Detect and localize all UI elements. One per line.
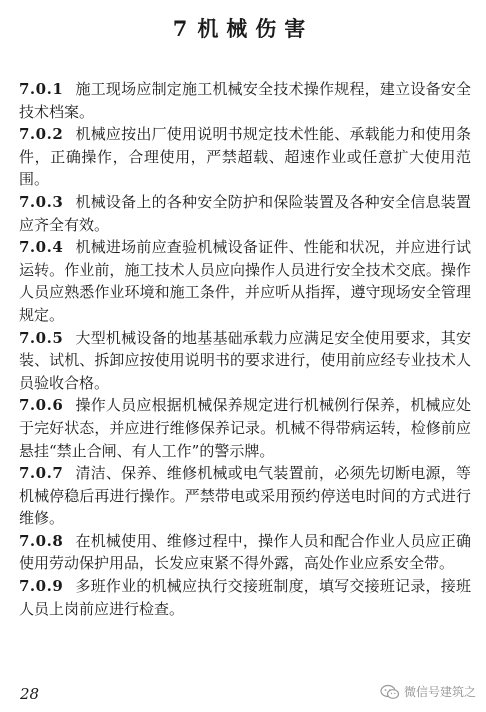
wechat-icon xyxy=(380,684,400,700)
clause-number: 7.0.1 xyxy=(19,80,64,98)
clause-text: 清洁、保养、维修机械或电气装置前，必须先切断电源，等机械停稳后再进行操作。严禁带电或采用预约停送电时间的方式进行维修。 xyxy=(19,464,471,528)
clause-text: 操作人员应根据机械保养规定进行机械例行保养，机械应处于完好状态，并应进行维修保养记录。机械不得带病运转，检修前应悬挂“禁止合闸、有人工作”的警示牌。 xyxy=(19,396,471,460)
clause-text: 机械应按出厂使用说明书规定技术性能、承载能力和使用条件，正确操作，合理使用，严禁超载、超速作业或任意扩大使用范围。 xyxy=(19,125,471,189)
clause-7-0-4 xyxy=(19,236,471,326)
clause-7-0-9 xyxy=(19,575,471,620)
clause-text: 在机械使用、维修过程中，操作人员和配合作业人员应正确使用劳动保护用品，长发应束紧不得外露，高处作业应系安全带。 xyxy=(19,531,471,573)
watermark-text: 微信号建筑之 xyxy=(403,685,476,699)
clause-number: 7.0.8 xyxy=(19,531,64,550)
clause-number: 7.0.6 xyxy=(19,396,64,415)
clause-number: 7.0.4 xyxy=(19,238,64,257)
chapter-heading xyxy=(0,14,486,44)
clause-number: 7.0.3 xyxy=(19,192,64,211)
clause-7-0-8 xyxy=(19,530,471,575)
clause-number: 7.0.7 xyxy=(19,464,64,483)
clause-text: 多班作业的机械应执行交接班制度，填写交接班记录，接班人员上岗前应进行检查。 xyxy=(19,577,471,618)
clause-7-0-5 xyxy=(19,327,471,395)
clause-7-0-6 xyxy=(19,394,471,462)
clause-text: 大型机械设备的地基基础承载力应满足安全使用要求，其安装、试机、拆卸应按使用说明书的要求进行，使用前应经专业技术人员验收合格。 xyxy=(19,328,471,392)
clause-7-0-1 xyxy=(19,78,471,123)
clause-list xyxy=(19,78,471,620)
clause-number: 7.0.9 xyxy=(19,577,64,596)
clause-number: 7.0.2 xyxy=(19,125,64,144)
watermark xyxy=(380,682,476,702)
clause-text: 机械设备上的各种安全防护和保险装置及各种安全信息装置应齐全有效。 xyxy=(19,192,471,234)
clause-text: 施工现场应制定施工机械安全技术操作规程，建立设备安全技术档案。 xyxy=(19,80,471,121)
chapter-title: 机械伤害 xyxy=(197,16,314,41)
chapter-number: 7 xyxy=(172,16,188,41)
clause-7-0-7 xyxy=(19,462,471,530)
clause-number: 7.0.5 xyxy=(19,328,64,347)
page-number: 28 xyxy=(20,685,40,703)
clause-text: 机械进场前应查验机械设备证件、性能和状况，并应进行试运转。作业前，施工技术人员应向操作人员进行安全技术交底。操作人员应熟悉作业环境和施工条件，并应听从指挥，遵守现场安全管理规定。 xyxy=(19,238,471,324)
clause-7-0-3 xyxy=(19,191,471,236)
clause-7-0-2 xyxy=(19,123,471,191)
